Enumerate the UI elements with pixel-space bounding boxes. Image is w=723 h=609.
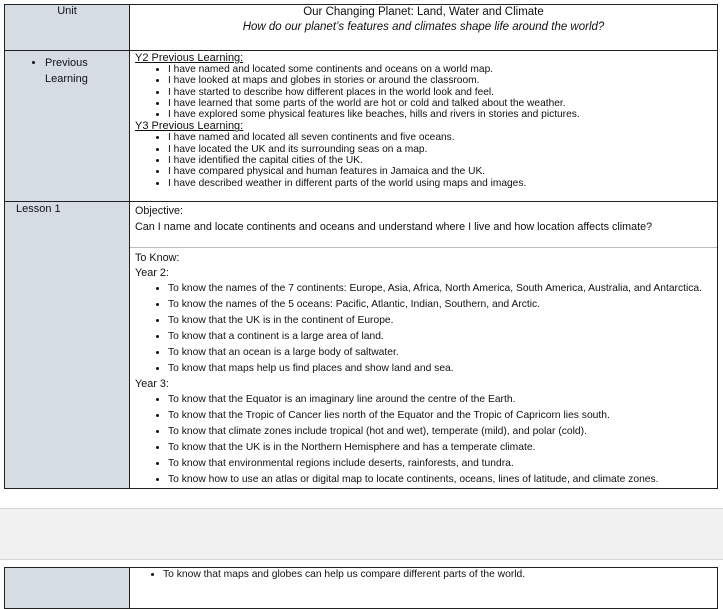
list-item: • To know that the Equator is an imaginary line around the centre of the Earth. [168, 392, 717, 408]
list-item: • To know the names of the 7 continents: Europe, Asia, Africa, North America, South America, Australia, and Antarctica. [168, 281, 717, 297]
list-item: • I have learned that some parts of the world are hot or cold and talked about the weather. [168, 98, 717, 109]
list-item: • To know that the Tropic of Cancer lies north of the Equator and the Tropic of Capricorn lies south. [168, 408, 717, 424]
list-item: • I have explored some physical features like beaches, hills and rivers in stories and pictures. [168, 109, 717, 120]
to-know-label: To Know: [135, 252, 180, 264]
continuation-row [5, 568, 718, 609]
list-item: • I have located the UK and its surrounding seas on a map. [168, 144, 717, 155]
list-item: • To know how to use an atlas or digital map to locate continents, oceans, lines of latitude, and climate zones. [168, 472, 717, 488]
lesson-label-cell [5, 202, 130, 489]
previous-learning-row [5, 51, 718, 202]
list-item: • I have looked at maps and globes in stories or around the classroom. [168, 75, 717, 86]
planning-table [4, 4, 718, 489]
lesson-content [130, 202, 718, 489]
list-item: • To know that climate zones include tropical (hot and wet), temperate (mild), and polar (cold). [168, 424, 717, 440]
previous-learning-label: • Previous Learning [45, 55, 105, 87]
y2-heading: Y2 Previous Learning: [135, 52, 244, 64]
unit-question: How do our planet’s features and climates shape life around the world? [242, 21, 605, 33]
unit-title: Our Changing Planet: Land, Water and Climate [303, 6, 544, 18]
list-item: • To know that environmental regions include deserts, rainforests, and tundra. [168, 456, 717, 472]
list-item: • To know the names of the 5 oceans: Pacific, Atlantic, Indian, Southern, and Arctic. [168, 297, 717, 313]
y3-list [130, 132, 717, 188]
list-item: • I have named and located all seven continents and five oceans. [168, 132, 717, 143]
y3-heading: Y3 Previous Learning: [135, 120, 244, 133]
unit-label-cell [5, 5, 130, 51]
continuation-list [130, 568, 717, 581]
objective-label: Objective: [135, 205, 184, 217]
unit-label: Unit [57, 5, 77, 17]
objective-text: Can I name and locate continents and oceans and understand where I live and how location affects climate? [135, 221, 653, 233]
list-item: • I have named and located some continents and oceans on a world map. [168, 64, 717, 75]
to-know-block [130, 248, 717, 488]
list-item: • To know that maps help us find places and show land and sea. [168, 361, 717, 377]
lesson-row [5, 202, 718, 489]
year2-label: Year 2: [135, 267, 169, 279]
previous-learning-label-cell [5, 51, 130, 202]
year3-label: Year 3: [135, 378, 169, 390]
list-item: • To know that maps and globes can help us compare different parts of the world. [163, 568, 717, 581]
list-item: • I have described weather in different parts of the world using maps and images. [168, 178, 717, 189]
page-break [0, 508, 723, 560]
list-item: • To know that the UK is in the Northern Hemisphere and has a temperate climate. [168, 440, 717, 456]
year2-list [135, 281, 717, 377]
continuation-label-cell [5, 568, 130, 609]
list-item: • To know that an ocean is a large body of saltwater. [168, 345, 717, 361]
previous-learning-content [130, 51, 718, 202]
unit-row [5, 5, 718, 51]
objective-block [130, 202, 717, 248]
list-item: • I have started to describe how different places in the world look and feel. [168, 87, 717, 98]
continuation-table [4, 567, 718, 609]
unit-title-cell [130, 5, 718, 51]
year3-list [135, 392, 717, 488]
list-item: • I have identified the capital cities of the UK. [168, 155, 717, 166]
continuation-content [130, 568, 718, 609]
list-item: • To know that a continent is a large area of land. [168, 329, 717, 345]
list-item: • I have compared physical and human features in Jamaica and the UK. [168, 166, 717, 177]
lesson-label: Lesson 1 [16, 203, 61, 215]
list-item: • To know that the UK is in the continent of Europe. [168, 313, 717, 329]
y2-list [130, 64, 717, 120]
